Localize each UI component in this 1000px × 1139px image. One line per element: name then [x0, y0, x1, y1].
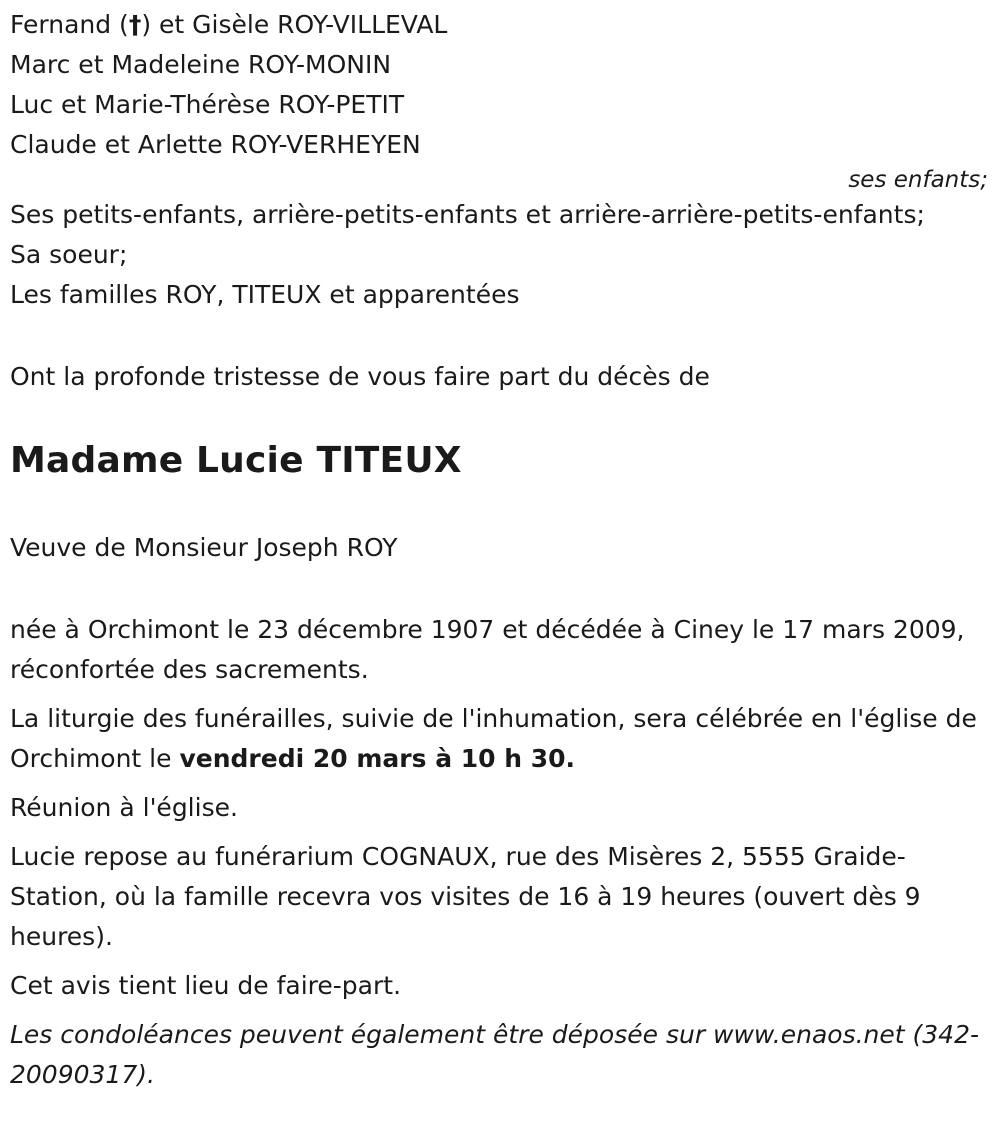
child-line-3: Luc et Marie-Thérèse ROY-PETIT [10, 90, 405, 119]
liturgy-description: La liturgie des funérailles, suivie de l'inhumation, sera célébrée en l'église de Orchimont le [10, 704, 977, 773]
announcement-text: Ont la profonde tristesse de vous faire part du décès de [10, 362, 710, 391]
child-line-1 [10, 5, 990, 45]
relatives-list [10, 195, 990, 315]
child-line-1-suffix: ) et Gisèle ROY-VILLEVAL [141, 10, 448, 39]
children-list [10, 0, 990, 195]
deceased-name: Madame Lucie TITEUX [10, 440, 462, 481]
child-line-1-prefix: Fernand ( [10, 10, 129, 39]
families-line: Les familles ROY, TITEUX et apparentées [10, 280, 520, 309]
sister-line: Sa soeur; [10, 240, 128, 269]
child-line-4: Claude et Arlette ROY-VERHEYEN [10, 130, 421, 159]
meeting-text: Réunion à l'église. [10, 793, 238, 822]
liturgy-text [10, 699, 990, 779]
children-role-label: ses enfants; [848, 167, 988, 193]
cross-icon: † [128, 10, 142, 39]
visitation-text: Lucie repose au funérarium COGNAUX, rue des Misères 2, 5555 Graide-Station, où la famille recevra vos visites de 16 à 19 heures (ouvert dès 9 heures). [10, 842, 921, 951]
grandchildren-line: Ses petits-enfants, arrière-petits-enfants et arrière-arrière-petits-enfants; [10, 200, 925, 229]
child-line-2: Marc et Madeleine ROY-MONIN [10, 50, 392, 79]
liturgy-date: vendredi 20 mars à 10 h 30. [179, 744, 576, 773]
birth-death-text: née à Orchimont le 23 décembre 1907 et décédée à Ciney le 17 mars 2009, réconfortée des sacrements. [10, 615, 965, 684]
condolences-text: Les condoléances peuvent également être déposée sur www.enaos.net (342-20090317). [10, 1020, 980, 1089]
notice-text: Cet avis tient lieu de faire-part. [10, 971, 402, 1000]
widow-of-text: Veuve de Monsieur Joseph ROY [10, 533, 398, 562]
